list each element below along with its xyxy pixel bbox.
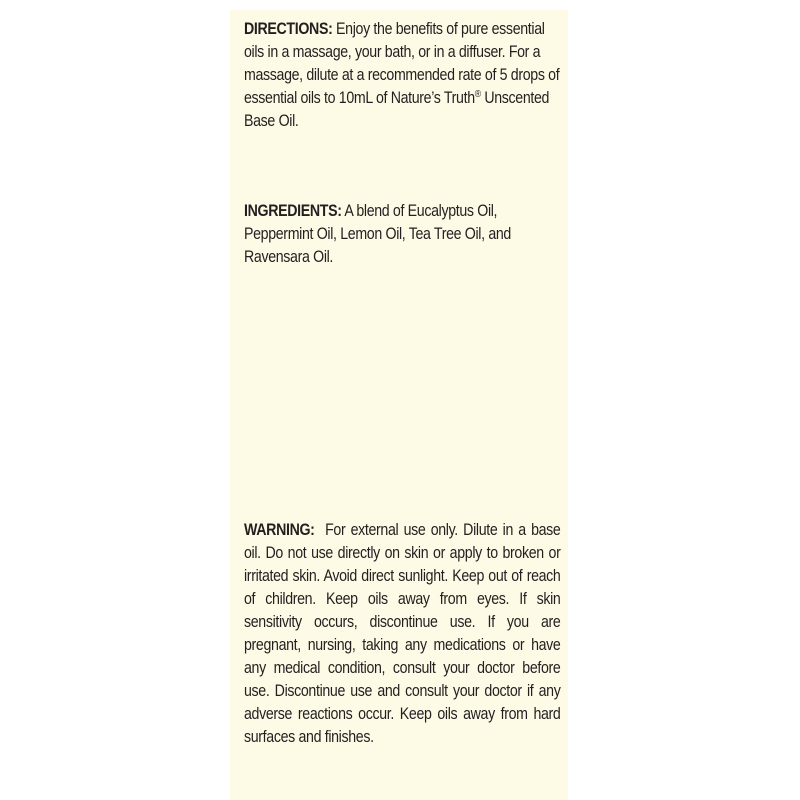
directions-section [244,18,560,133]
directions-heading: DIRECTIONS: [244,20,333,38]
directions-text: Enjoy the benefits of pure essential oils in a massage, your bath, or in a diffuser. For a massage, dilute at a recommended rate of 5 drops of essential oils to 10mL of Nature’s Truth [244,20,560,107]
registered-trademark-symbol: ® [474,89,481,100]
warning-section [244,519,565,749]
ingredients-heading: INGREDIENTS: [244,202,342,220]
ingredients-text: A blend of Eucalyptus Oil, Peppermint Oil, Lemon Oil, Tea Tree Oil, and Ravensara Oil. [244,202,511,266]
directions-text-end: Unscented Base Oil. [244,89,550,130]
warning-heading: WARNING: [244,521,315,539]
warning-text: For external use only. Dilute in a base oil. Do not use directly on skin or apply to broken or irritated skin. Avoid direct sunlight. Keep out of reach of children. Keep oils away from eyes. If skin sensitivity occurs, discontinue use. If you are pregnant, nursing, taking any medications or have any medical condition, consult your doctor before use. Discontinue use and consult your doctor if any adverse reactions occur. Keep oils away from hard surfaces and finishes. [244,521,565,746]
product-label-panel [230,10,568,800]
ingredients-section [244,200,560,269]
